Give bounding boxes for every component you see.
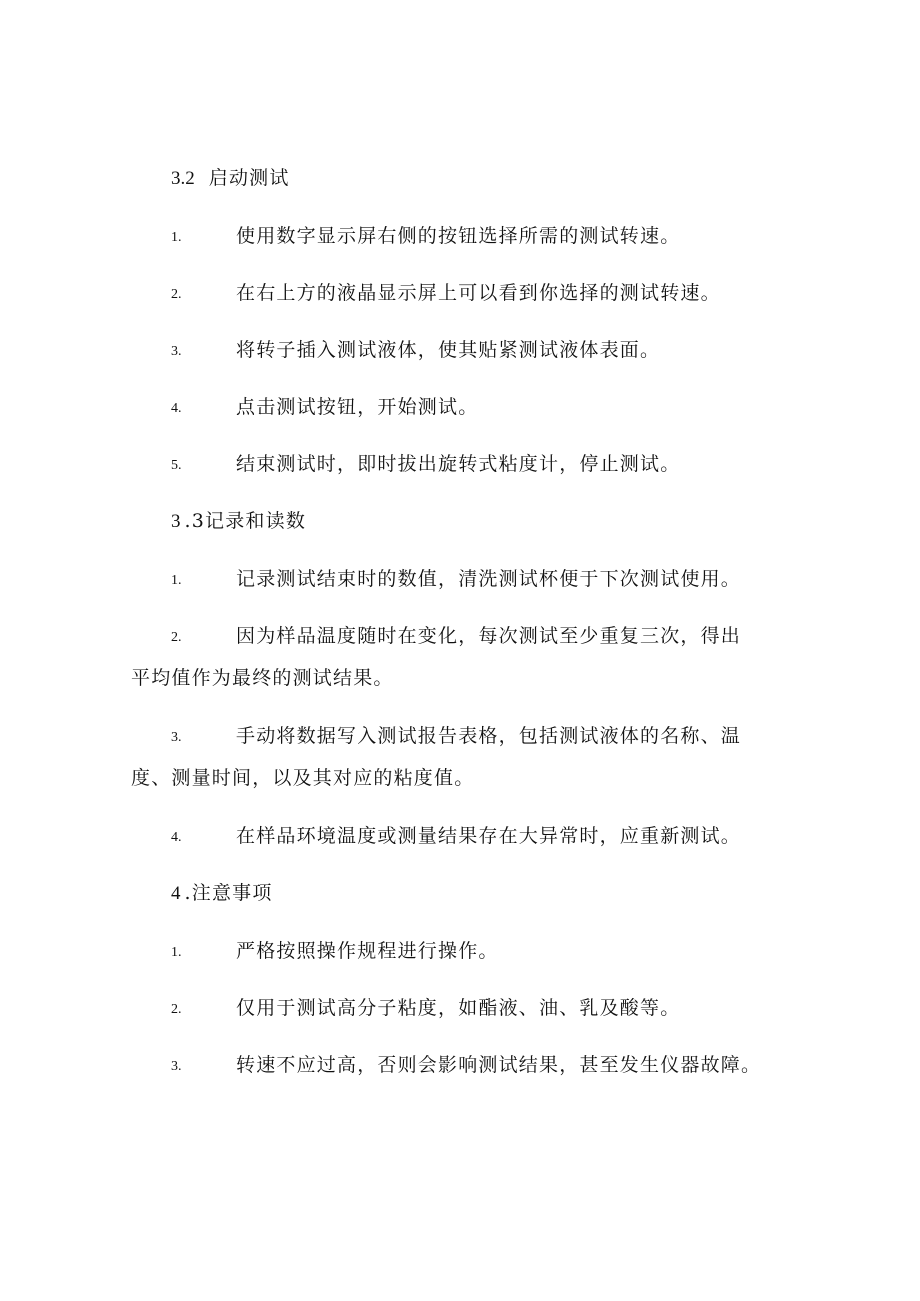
list-item-text: 在右上方的液晶显示屏上可以看到你选择的测试转速。 [236,282,721,304]
list-item-number: 4. [171,401,182,416]
section-number: 3 [171,511,181,532]
section-title: 启动测试 [208,167,290,189]
section-heading-4 [171,881,273,906]
list-item-text: 使用数字显示屏右侧的按钮选择所需的测试转速。 [236,225,681,247]
list-item-continuation: 度、测量时间，以及其对应的粘度值。 [131,767,475,789]
section-heading-3-3 [171,509,306,534]
list-item-number: 3. [171,344,182,359]
list-item-text: 记录测试结束时的数值，清洗测试杯便于下次测试使用。 [236,568,742,590]
list-item-number: 1. [171,945,182,960]
section-title: .注意事项 [184,882,273,904]
list-item-text: 严格按照操作规程进行操作。 [236,940,499,962]
list-item-number: 2. [171,1002,182,1017]
section-number: 4 [171,883,181,904]
list-item-number: 2. [171,287,182,302]
list-item-text: 在样品环境温度或测量结果存在大异常时，应重新测试。 [236,825,742,847]
list-item-text: 因为样品温度随时在变化，每次测试至少重复三次，得出 [236,625,742,647]
list-item-text: 点击测试按钮，开始测试。 [236,396,479,418]
list-item-number: 3. [171,1059,182,1074]
list-item-text: 仅用于测试高分子粘度，如酯液、油、乳及酸等。 [236,997,681,1019]
list-item-number: 1. [171,230,182,245]
list-item-continuation: 平均值作为最终的测试结果。 [131,667,394,689]
list-item-number: 2. [171,630,182,645]
list-item-text: 手动将数据写入测试报告表格，包括测试液体的名称、温 [236,725,742,747]
list-item-number: 4. [171,830,182,845]
list-item-number: 1. [171,573,182,588]
list-item-number: 3. [171,730,182,745]
list-item-text: 结束测试时，即时拔出旋转式粘度计，停止测试。 [236,453,681,475]
section-title: .3记录和读数 [184,510,307,532]
list-item-text: 转速不应过高，否则会影响测试结果，甚至发生仪器故障。 [236,1054,762,1076]
section-number: 3.2 [171,168,195,189]
section-heading-3-2 [171,166,290,191]
list-item-number: 5. [171,458,182,473]
list-item-text: 将转子插入测试液体，使其贴紧测试液体表面。 [236,339,661,361]
